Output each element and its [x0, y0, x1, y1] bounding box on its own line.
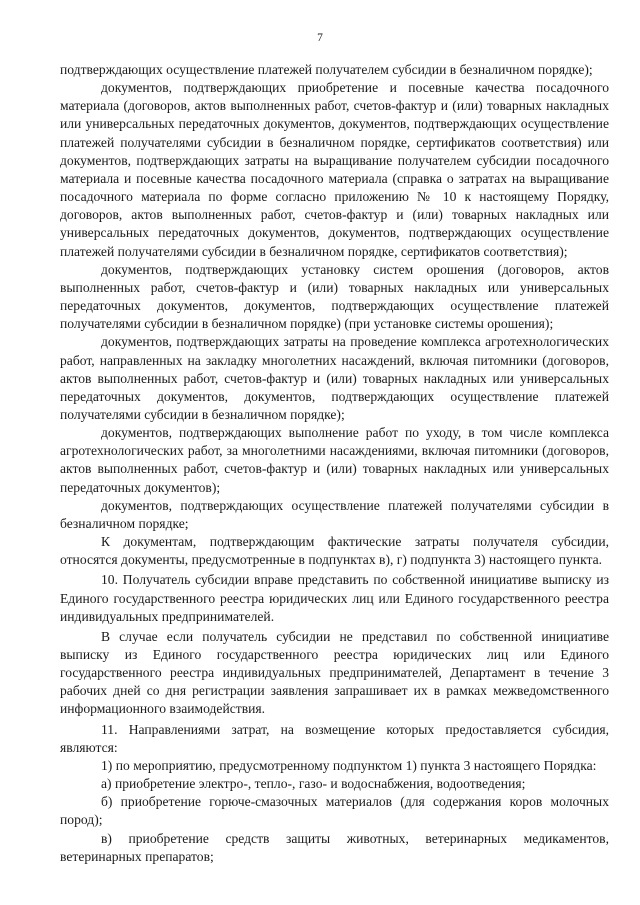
- paragraph: документов, подтверждающих выполнение работ по уходу, в том числе комплекса агротехнологических работ, за многолетними насаждениями, включая питомники (договоров, актов выполненных работ, счетов-фактур и (или) товарных накладных или универсальных передаточных документов);: [60, 425, 609, 495]
- paragraph: документов, подтверждающих затраты на проведение комплекса агротехнологических работ, направленных на закладку многолетних насаждений, включая питомники (договоров, актов выполненных работ, счетов-фактур и (или) товарных накладных или универсальных передаточных документов, документов, подтверждающих осуществление платежей получателями субсидии в безналичном порядке);: [60, 334, 609, 422]
- paragraph: б) приобретение горюче-смазочных материалов (для содержания коров молочных пород);: [60, 794, 609, 828]
- page-number: 7: [317, 32, 323, 44]
- paragraph: а) приобретение электро-, тепло-, газо- и водоснабжения, водоотведения;: [101, 776, 526, 792]
- paragraph: 11. Направлениями затрат, на возмещение которых предоставляется субсидия, являются:: [60, 721, 609, 755]
- paragraph: документов, подтверждающих приобретение и посевные качества посадочного материала (договоров, актов выполненных работ, счетов-фактур и (или) товарных накладных или универсальных передаточных документов, документов, подтверждающих осуществление платежей получателями субсидии в безналичном порядке, сертификатов соответствия) или документов, подтверждающих затраты на выращивание получателем субсидии посадочного материала и посевные качества посадочного материала (справка о затратах на выращивание посадочного материала по форме согласно приложению № 10 к настоящему Порядку, договоров, актов выполненных работ, счетов-фактур и (или) товарных накладных или универсальных передаточных документов, документов, подтверждающих осуществление платежей получателями субсидии в безналичном порядке, сертификатов соответствия);: [60, 80, 609, 259]
- paragraph: 1) по мероприятию, предусмотренному подпунктом 1) пункта 3 настоящего Порядка:: [101, 757, 597, 773]
- document-body: [60, 61, 609, 866]
- paragraph: 10. Получатель субсидии вправе представить по собственной инициативе выписку из Единого государственного реестра юридических лиц или Единого государственного реестра индивидуальных предпринимателей.: [60, 572, 609, 624]
- paragraph: в) приобретение средств защиты животных, ветеринарных медикаментов, ветеринарных препаратов;: [60, 830, 609, 864]
- paragraph: В случае если получатель субсидии не представил по собственной инициативе выписку из Единого государственного реестра юридических лиц или Единого государственного реестра индивидуальных предпринимателей, Департамент в течение 3 рабочих дней со дня регистрации заявления запрашивает их в рамках межведомственного информационного взаимодействия.: [60, 628, 609, 717]
- paragraph: документов, подтверждающих осуществление платежей получателями субсидии в безналичном порядке;: [60, 497, 609, 531]
- paragraph: К документам, подтверждающим фактические затраты получателя субсидии, относятся документы, предусмотренные в подпунктах в), г) подпункта 3) настоящего пункта.: [60, 534, 609, 568]
- paragraph: документов, подтверждающих установку систем орошения (договоров, актов выполненных работ, счетов-фактур и (или) товарных накладных или универсальных передаточных документов, документов, подтверждающих осуществление платежей получателями субсидии в безналичном порядке) (при установке системы орошения);: [60, 261, 609, 332]
- paragraph: подтверждающих осуществление платежей получателем субсидии в безналичном порядке);: [60, 62, 593, 77]
